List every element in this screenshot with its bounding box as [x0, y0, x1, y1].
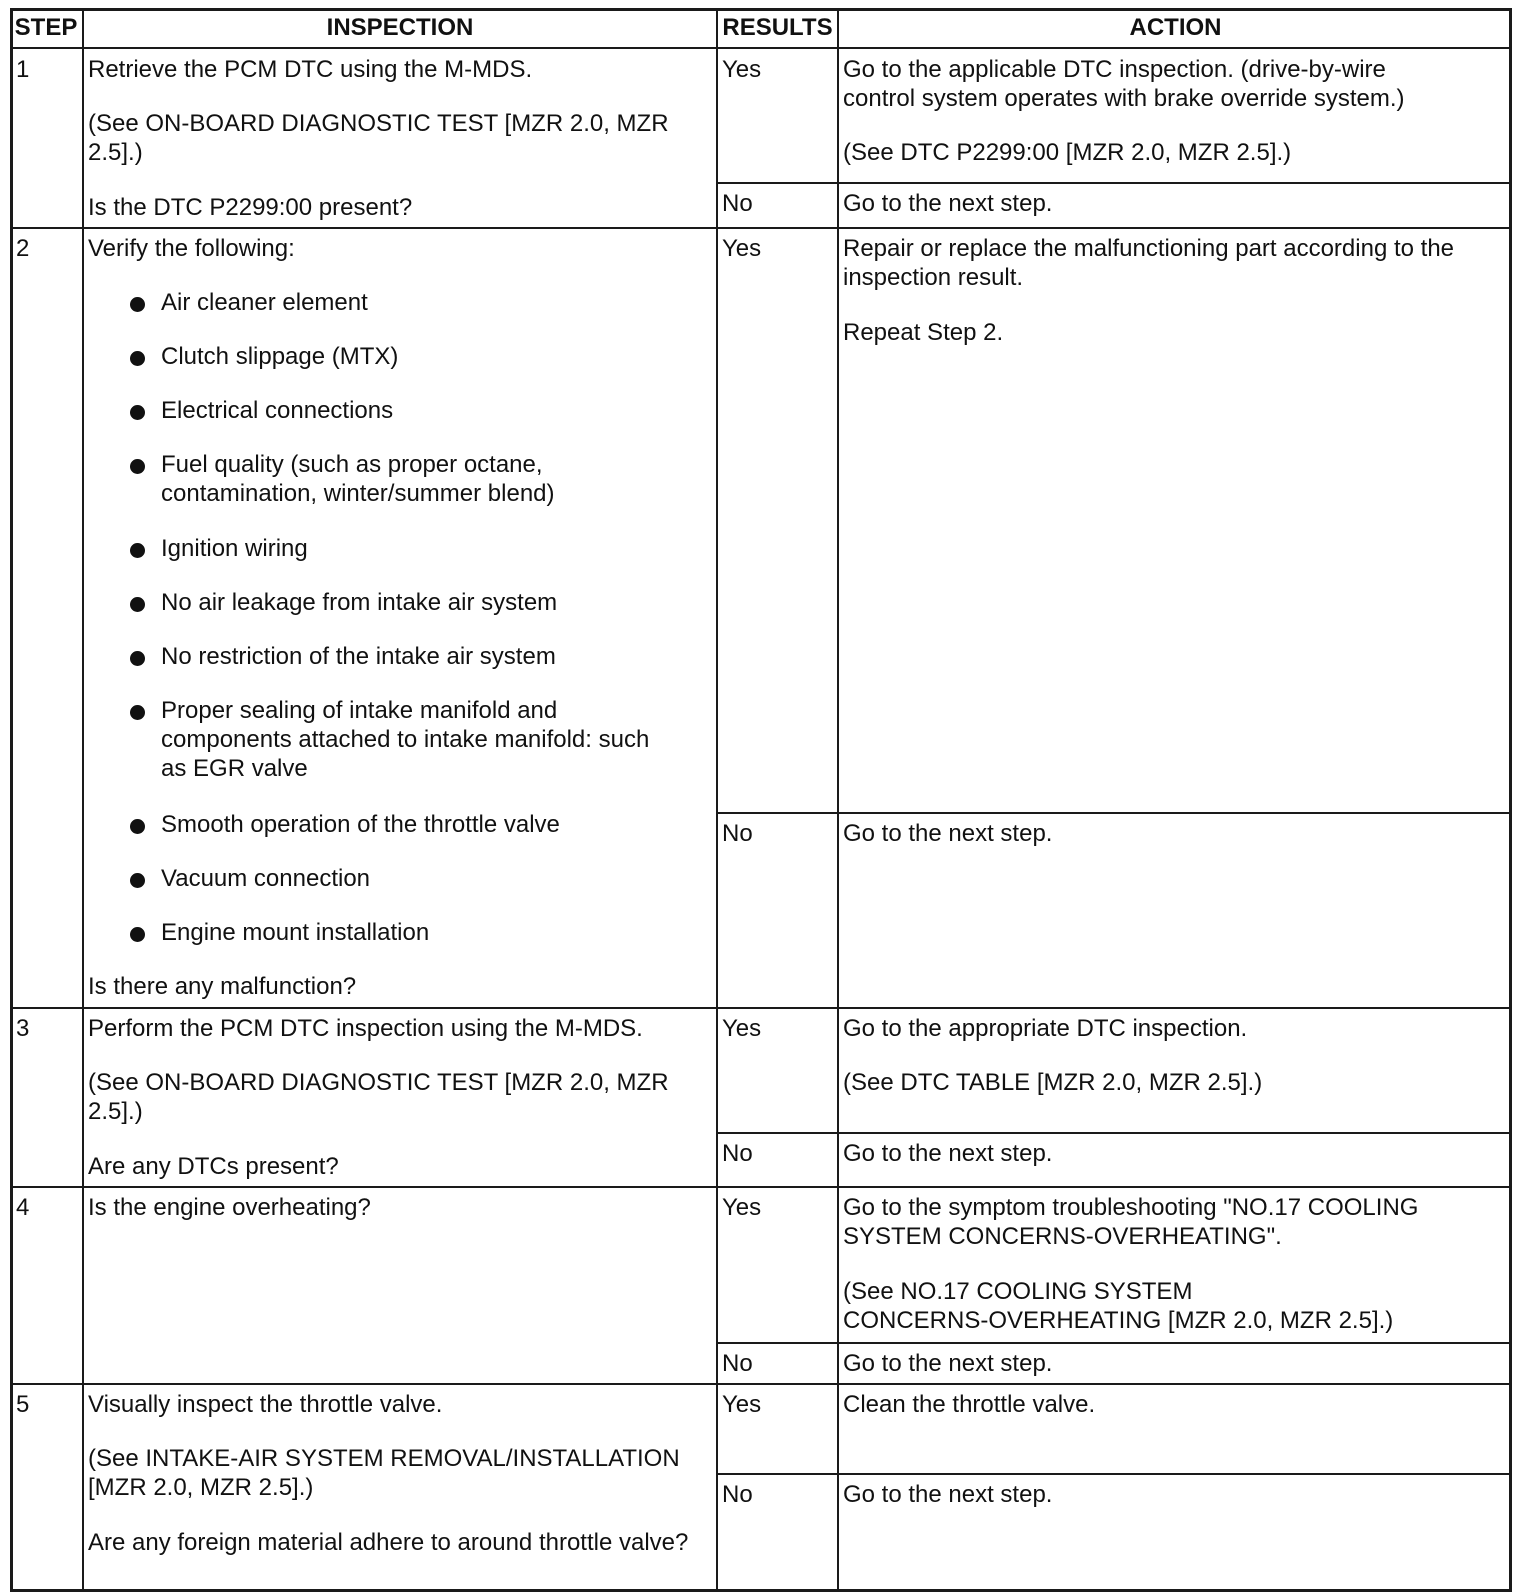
result-no: No [722, 1140, 753, 1167]
result-no: No [722, 190, 753, 217]
bullet-icon [130, 351, 145, 366]
result-no: No [722, 1350, 753, 1377]
bullet-icon [130, 543, 145, 558]
bullet-icon [130, 705, 145, 720]
action-reference-cont: CONCERNS-OVERHEATING [MZR 2.0, MZR 2.5].) [843, 1307, 1394, 1334]
bullet-icon [130, 597, 145, 612]
action-text: Clean the throttle valve. [843, 1391, 1096, 1418]
check-item: Ignition wiring [161, 535, 308, 562]
action-reference: (See NO.17 COOLING SYSTEM [843, 1278, 1193, 1305]
action-text: Repeat Step 2. [843, 319, 1004, 346]
header-inspection: INSPECTION [326, 14, 474, 41]
step-number: 5 [16, 1391, 30, 1418]
see-reference-cont: 2.5].) [88, 1098, 143, 1125]
result-no: No [722, 820, 753, 847]
action-text-cont: control system operates with brake override system.) [843, 85, 1405, 112]
see-reference-cont: 2.5].) [88, 139, 143, 166]
step-number: 3 [16, 1015, 30, 1042]
action-reference: (See DTC P2299:00 [MZR 2.0, MZR 2.5].) [843, 139, 1292, 166]
action-text: Go to the next step. [843, 1350, 1053, 1377]
inspection-question: Is the DTC P2299:00 present? [88, 194, 413, 221]
bullet-icon [130, 405, 145, 420]
action-text: Go to the appropriate DTC inspection. [843, 1015, 1248, 1042]
action-text-cont: SYSTEM CONCERNS-OVERHEATING". [843, 1223, 1282, 1250]
inspection-text: Verify the following: [88, 235, 295, 262]
check-item-cont: as EGR valve [161, 755, 308, 782]
bullet-icon [130, 819, 145, 834]
step-number: 2 [16, 235, 30, 262]
result-no: No [722, 1481, 753, 1508]
inspection-text: Perform the PCM DTC inspection using the M-MDS. [88, 1015, 643, 1042]
result-yes: Yes [722, 1194, 762, 1221]
inspection-question: Is there any malfunction? [88, 973, 357, 1000]
bullet-icon [130, 651, 145, 666]
action-text: Go to the symptom troubleshooting "NO.17 COOLING [843, 1194, 1419, 1221]
check-item: Clutch slippage (MTX) [161, 343, 399, 370]
action-text: Repair or replace the malfunctioning part according to the [843, 235, 1455, 262]
step-number: 1 [16, 56, 30, 83]
action-text-cont: inspection result. [843, 264, 1024, 291]
check-item: Proper sealing of intake manifold and [161, 697, 558, 724]
header-action: ACTION [1129, 14, 1222, 41]
action-text: Go to the next step. [843, 820, 1053, 847]
header-step: STEP [14, 14, 78, 41]
action-reference: (See DTC TABLE [MZR 2.0, MZR 2.5].) [843, 1069, 1263, 1096]
action-text: Go to the applicable DTC inspection. (drive-by-wire [843, 56, 1386, 83]
action-text: Go to the next step. [843, 1140, 1053, 1167]
check-item: Fuel quality (such as proper octane, [161, 451, 543, 478]
result-yes: Yes [722, 1391, 762, 1418]
bullet-icon [130, 927, 145, 942]
inspection-question: Is the engine overheating? [88, 1194, 371, 1221]
result-yes: Yes [722, 56, 762, 83]
inspection-text: Retrieve the PCM DTC using the M-MDS. [88, 56, 533, 83]
check-item: Electrical connections [161, 397, 394, 424]
inspection-question: Are any foreign material adhere to around throttle valve? [88, 1529, 689, 1556]
check-item: Vacuum connection [161, 865, 371, 892]
action-text: Go to the next step. [843, 190, 1053, 217]
check-item-cont: contamination, winter/summer blend) [161, 480, 555, 507]
see-reference: (See ON-BOARD DIAGNOSTIC TEST [MZR 2.0, MZR [88, 110, 669, 137]
check-item-cont: components attached to intake manifold: such [161, 726, 650, 753]
inspection-text: Visually inspect the throttle valve. [88, 1391, 443, 1418]
bullet-icon [130, 873, 145, 888]
diagnostic-table [10, 8, 1512, 1592]
result-yes: Yes [722, 1015, 762, 1042]
header-results: RESULTS [722, 14, 833, 41]
check-item: No restriction of the intake air system [161, 643, 556, 670]
see-reference-cont: [MZR 2.0, MZR 2.5].) [88, 1474, 314, 1501]
check-item: Engine mount installation [161, 919, 430, 946]
result-yes: Yes [722, 235, 762, 262]
check-item: Smooth operation of the throttle valve [161, 811, 560, 838]
see-reference: (See ON-BOARD DIAGNOSTIC TEST [MZR 2.0, MZR [88, 1069, 669, 1096]
action-text: Go to the next step. [843, 1481, 1053, 1508]
inspection-question: Are any DTCs present? [88, 1153, 339, 1180]
check-item: No air leakage from intake air system [161, 589, 558, 616]
bullet-icon [130, 459, 145, 474]
step-number: 4 [16, 1194, 30, 1221]
see-reference: (See INTAKE-AIR SYSTEM REMOVAL/INSTALLATION [88, 1445, 680, 1472]
bullet-icon [130, 297, 145, 312]
check-item: Air cleaner element [161, 289, 368, 316]
